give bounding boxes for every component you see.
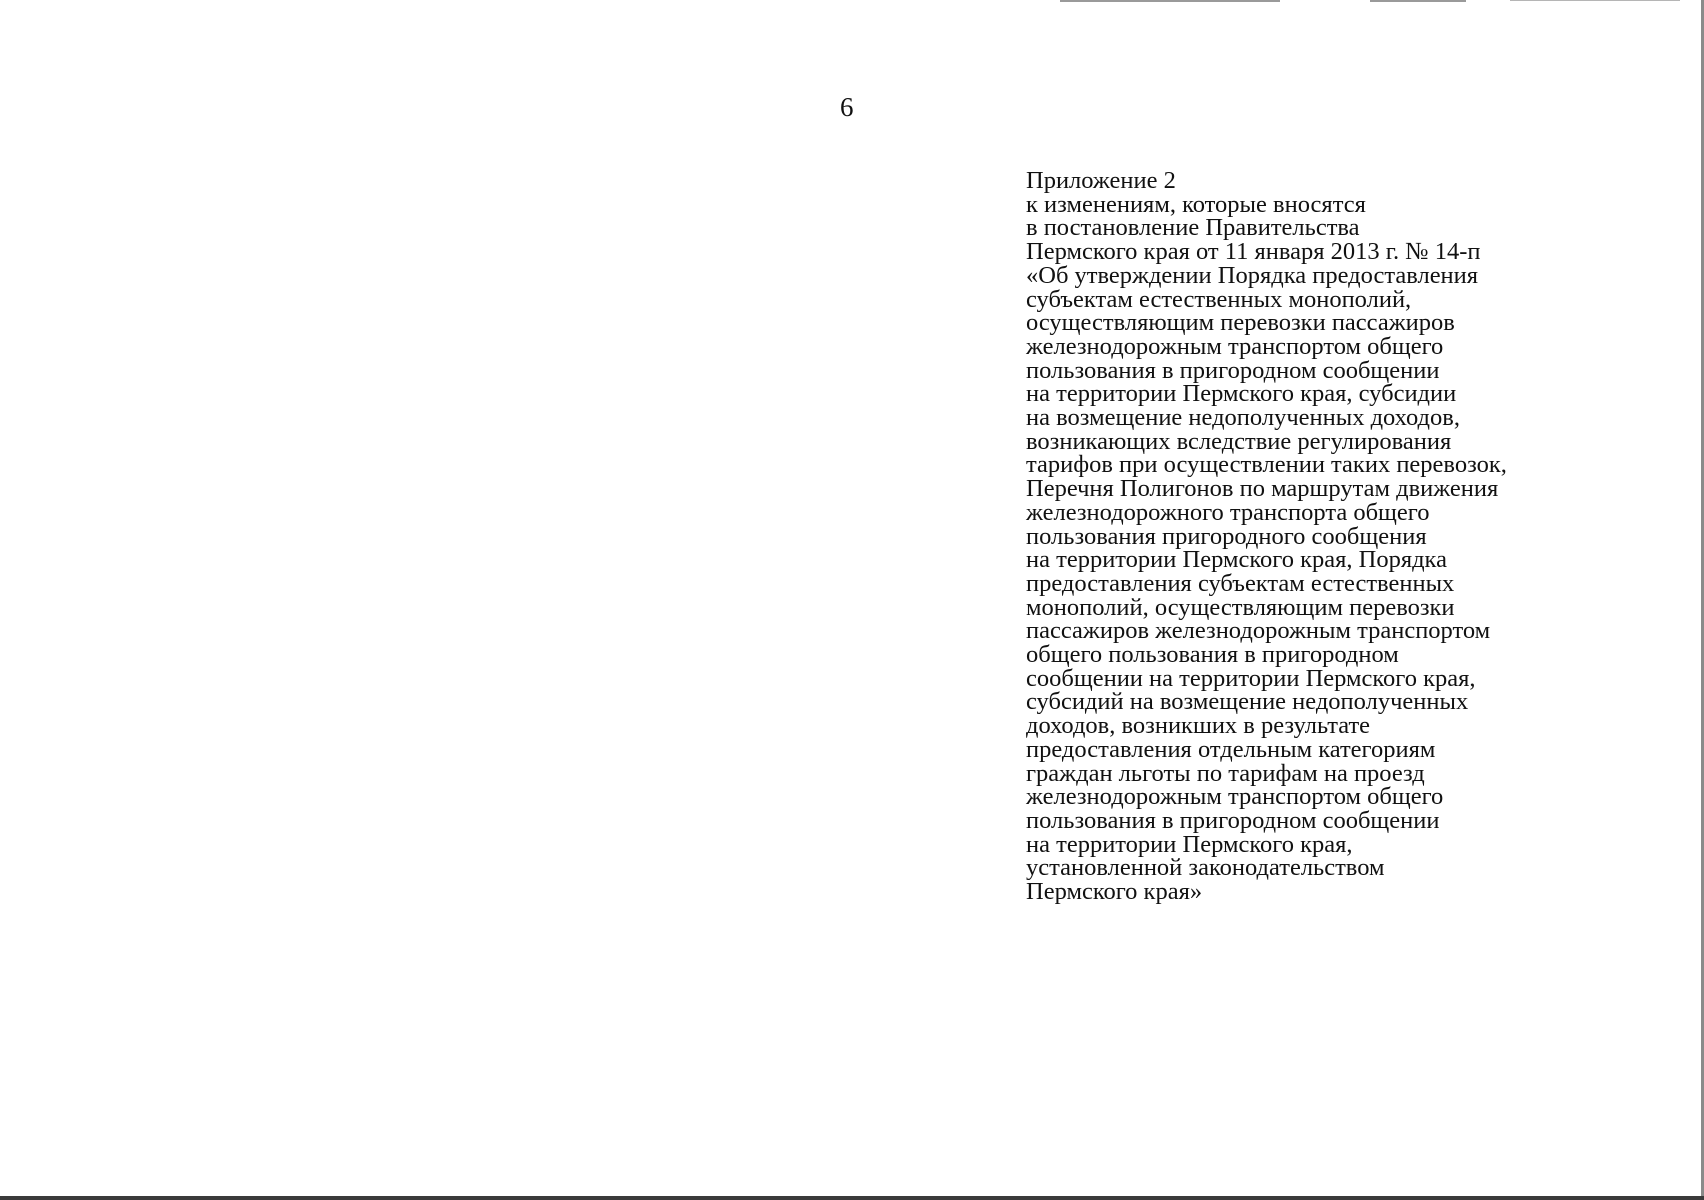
appendix-line: пользования пригородного сообщения bbox=[1026, 522, 1427, 550]
scan-artifact-bottom-edge bbox=[0, 1196, 1704, 1200]
appendix-line: в постановление Правительства bbox=[1026, 214, 1360, 242]
appendix-line: к изменениям, которые вносятся bbox=[1026, 190, 1366, 218]
appendix-line: Перечня Полигонов по маршрутам движения bbox=[1026, 475, 1499, 503]
appendix-title: Приложение 2 bbox=[1026, 167, 1176, 194]
appendix-line: на возмещение недополученных доходов, bbox=[1026, 404, 1460, 432]
appendix-line: доходов, возникших в результате bbox=[1026, 712, 1371, 740]
appendix-line: пассажиров железнодорожным транспортом bbox=[1026, 617, 1491, 645]
appendix-line: монополий, осуществляющим перевозки bbox=[1026, 593, 1455, 621]
appendix-line: предоставления отдельным категориям bbox=[1026, 735, 1436, 763]
appendix-line: железнодорожного транспорта общего bbox=[1026, 498, 1430, 526]
appendix-line: осуществляющим перевозки пассажиров bbox=[1026, 309, 1455, 337]
page-number: 6 bbox=[840, 92, 854, 122]
appendix-line: установленной законодательством bbox=[1026, 854, 1385, 882]
appendix-line: железнодорожным транспортом общего bbox=[1026, 332, 1444, 360]
appendix-line: пользования в пригородном сообщении bbox=[1026, 806, 1440, 834]
appendix-line: Пермского края» bbox=[1026, 878, 1203, 906]
appendix-line: общего пользования в пригородном bbox=[1026, 641, 1399, 669]
appendix-line: тарифов при осуществлении таких перевозок, bbox=[1026, 451, 1507, 479]
appendix-line: на территории Пермского края, Порядка bbox=[1026, 546, 1447, 574]
appendix-line: возникающих вследствие регулирования bbox=[1026, 427, 1452, 455]
appendix-header-block bbox=[1026, 169, 1626, 904]
scan-artifact-top-line bbox=[1510, 0, 1680, 1]
appendix-lines bbox=[1026, 190, 1626, 906]
appendix-line: железнодорожным транспортом общего bbox=[1026, 783, 1444, 811]
scan-artifact-top-line bbox=[1060, 0, 1280, 2]
appendix-line: пользования в пригородном сообщении bbox=[1026, 356, 1440, 384]
appendix-line: на территории Пермского края, bbox=[1026, 830, 1353, 858]
appendix-line: предоставления субъектам естественных bbox=[1026, 569, 1455, 597]
appendix-line: на территории Пермского края, субсидии bbox=[1026, 380, 1457, 408]
scan-artifact-top-line bbox=[1370, 0, 1466, 2]
appendix-line: граждан льготы по тарифам на проезд bbox=[1026, 759, 1425, 787]
appendix-line: субсидий на возмещение недополученных bbox=[1026, 688, 1469, 716]
appendix-line: субъектам естественных монополий, bbox=[1026, 285, 1412, 313]
appendix-line: сообщении на территории Пермского края, bbox=[1026, 664, 1476, 692]
appendix-line: «Об утверждении Порядка предоставления bbox=[1026, 261, 1479, 289]
appendix-line: Пермского края от 11 января 2013 г. № 14-п bbox=[1026, 238, 1481, 266]
